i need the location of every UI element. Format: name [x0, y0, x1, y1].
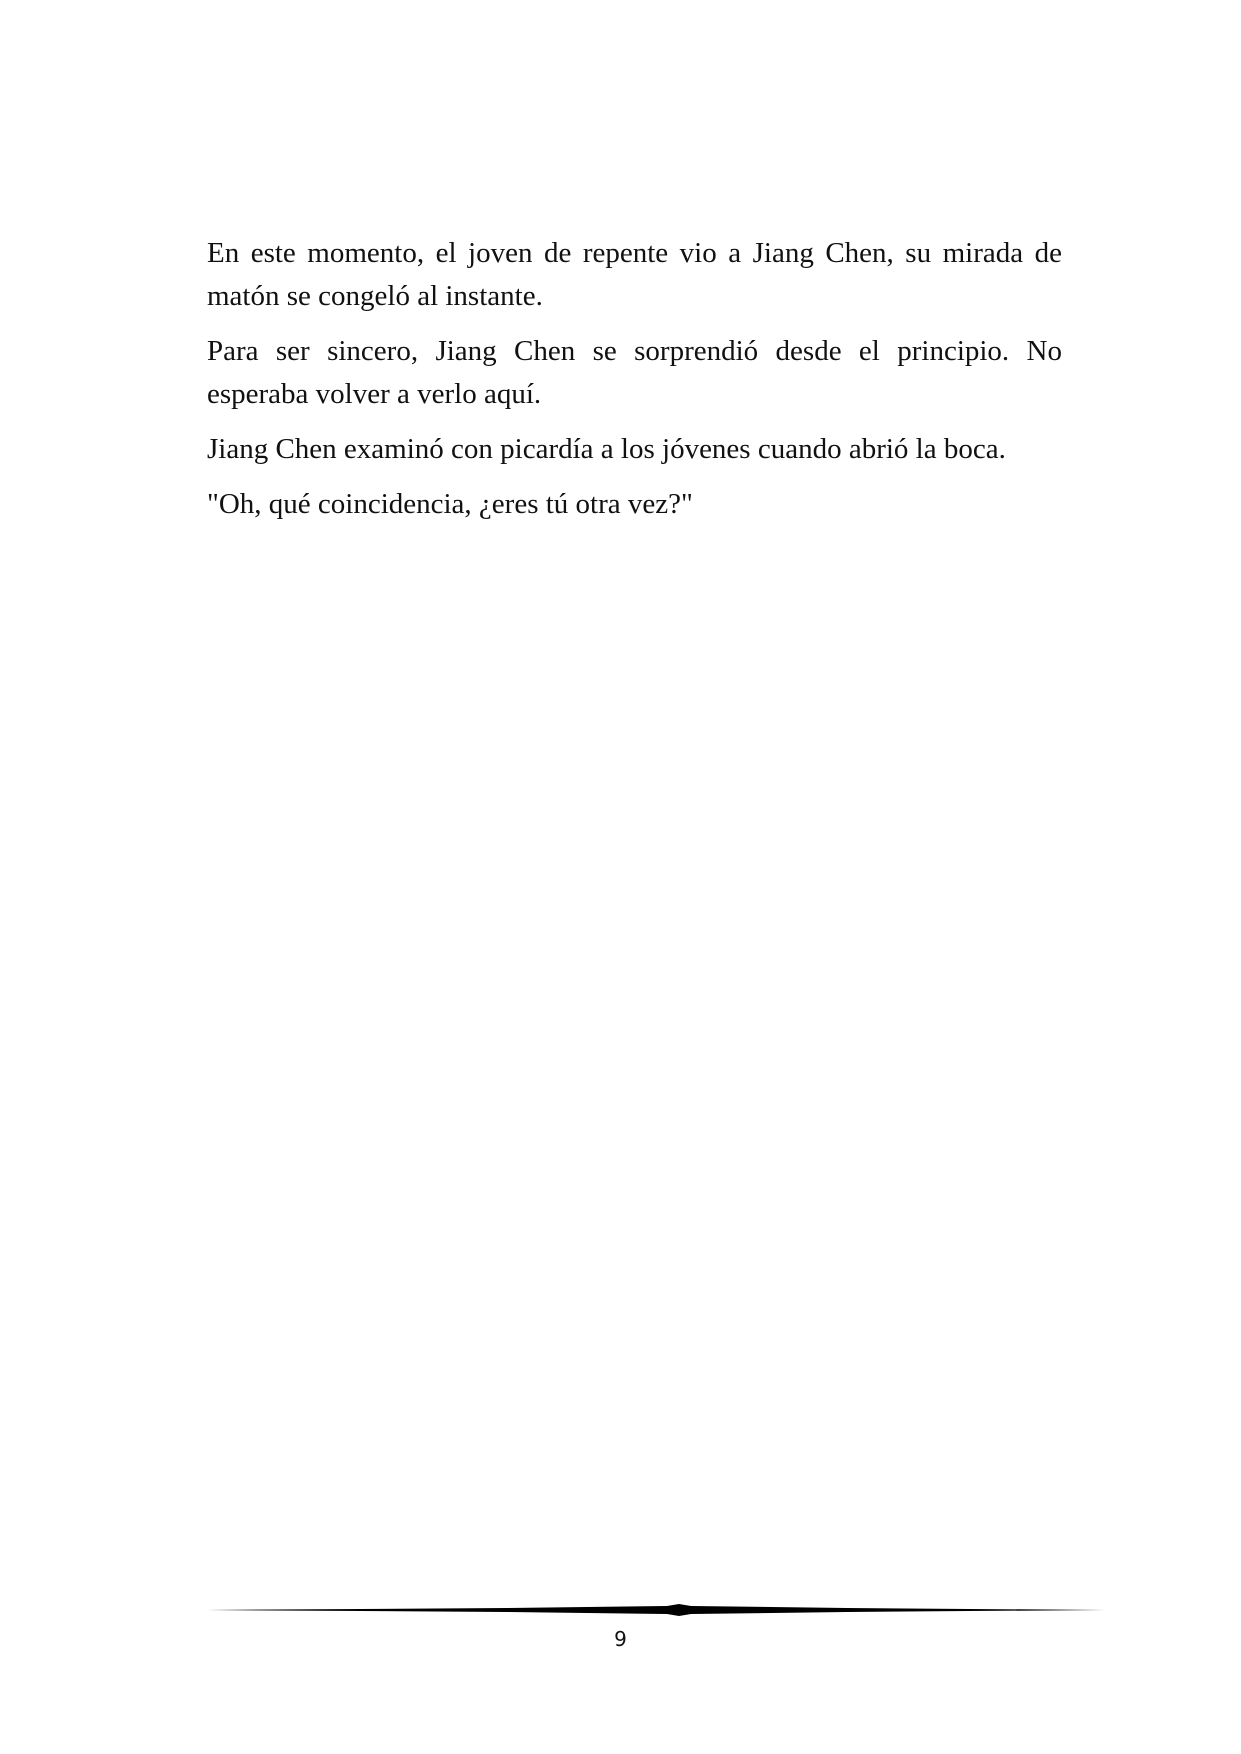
- page-number: 9: [614, 1627, 627, 1651]
- paragraph-2: Para ser sincero, Jiang Chen se sorprendió desde el principio. No esperaba volver a verlo aquí.: [207, 335, 1062, 410]
- footer-divider: [207, 1603, 1105, 1617]
- paragraph-1: En este momento, el joven de repente vio a Jiang Chen, su mirada de matón se congeló al instante.: [207, 237, 1062, 312]
- body-text: [207, 232, 1062, 538]
- paragraph-3: Jiang Chen examinó con picardía a los jóvenes cuando abrió la boca.: [207, 433, 1006, 465]
- paragraph-4: "Oh, qué coincidencia, ¿eres tú otra vez?": [207, 488, 693, 520]
